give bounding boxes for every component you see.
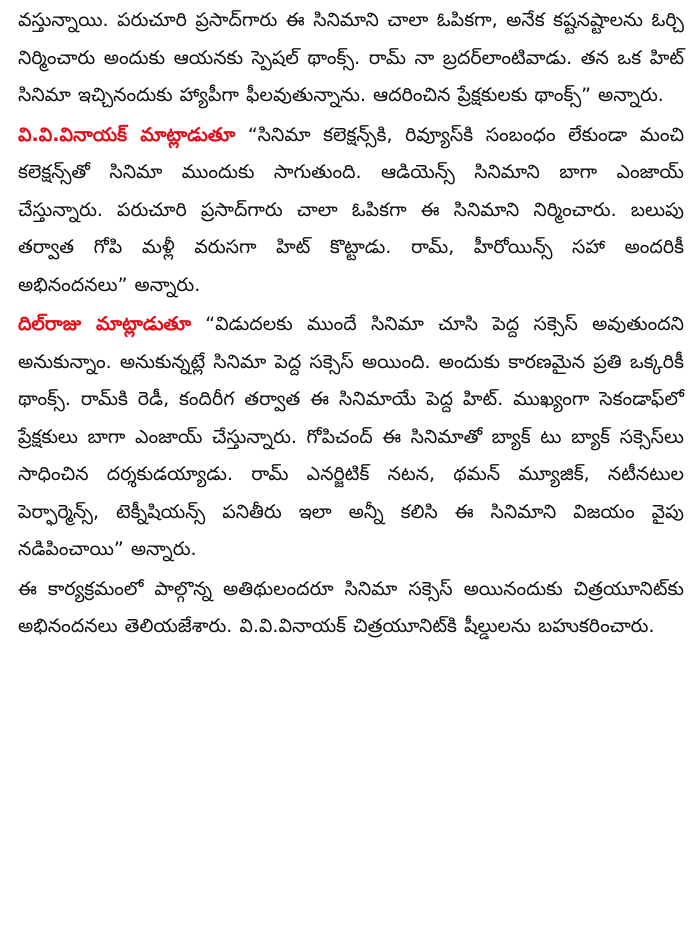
- paragraph-text: ఈ కార్యక్రమంలో పాల్గొన్న అతిథులందరూ సినిమా సక్సెస్ అయినందుకు చిత్రయూనిట్‌కు అభినందనలు తెలియజేశారు. వి.వి.వినాయక్ చిత్రయూనిట్‌కి షీల్డులను బహుకరించారు.: [18, 577, 684, 637]
- paragraph-closing: [18, 571, 684, 646]
- paragraph-vinayak-speech: [18, 117, 684, 305]
- speaker-label-vinayak: వి.వి.వినాయక్ మాట్లాడుతూ: [18, 123, 236, 146]
- paragraph-text: “సినిమా కలెక్షన్స్‌కి, రివ్యూస్‌కి సంబంధం లేకుండా మంచి కలెక్షన్స్‌తో సినిమా ముందుకు సాగుతుంది. ఆడియెన్స్ సినిమాని బాగా ఎంజాయ్ చేస్తున్నారు. పరుచూరి ప్రసాద్‌గారు చాలా ఓపికగా ఈ సినిమాని నిర్మించారు. బలుపు తర్వాత గోపి మళ్లీ వరుసగా హిట్ కొట్టాడు. రామ్, హీరోయిన్స్ సహా అందరికీ అభినందనలు” అన్నారు.: [18, 123, 685, 296]
- paragraph-dilraju-speech: [18, 306, 684, 569]
- speaker-label-dilraju: దిల్‌రాజు మాట్లాడుతూ: [18, 313, 192, 335]
- paragraph-text: వస్తున్నాయి. పరుచూరి ప్రసాద్‌గారు ఈ సినిమాని చాలా ఓపికగా, అనేక కష్టనష్టాలను ఓర్చి నిర్మించారు అందుకు ఆయనకు స్పెషల్ థాంక్స్. రామ్ నా బ్రదర్‌లాంటివాడు. తన ఒక హిట్ సినిమా ఇచ్చినందుకు హ్యాపీగా ఫీలవుతున్నాను. ఆదరించిన ప్రేక్షకులకు థాంక్స్” అన్నారు.: [18, 9, 684, 106]
- paragraph-intro-continuation: [18, 2, 684, 115]
- paragraph-text: “విడుదలకు ముందే సినిమా చూసి పెద్ద సక్సెస్ అవుతుందని అనుకున్నాం. అనుకున్నట్లే సినిమా పెద్ద సక్సెస్ అయింది. అందుకు కారణమైన ప్రతి ఒక్కరికీ థాంక్స్. రామ్‌కి రెడీ, కందిరీగ తర్వాత ఈ సినిమాయే పెద్ద హిట్. ముఖ్యంగా సెకండాఫ్‌లో ప్రేక్షకులు బాగా ఎంజాయ్ చేస్తున్నారు. గోపిచంద్ ఈ సినిమాతో బ్యాక్ టు బ్యాక్ సక్సెస్‌లు సాధించిన దర్శకుడయ్యాడు. రామ్ ఎనర్జిటిక్ నటన, థమన్ మ్యూజిక్, నటీనటుల పెర్ఫార్మెన్స్, టెక్నీషియన్స్ పనితీరు ఇలా అన్నీ కలిసి ఈ సినిమాని విజయం వైపు నడిపించాయి” అన్నారు.: [18, 313, 684, 560]
